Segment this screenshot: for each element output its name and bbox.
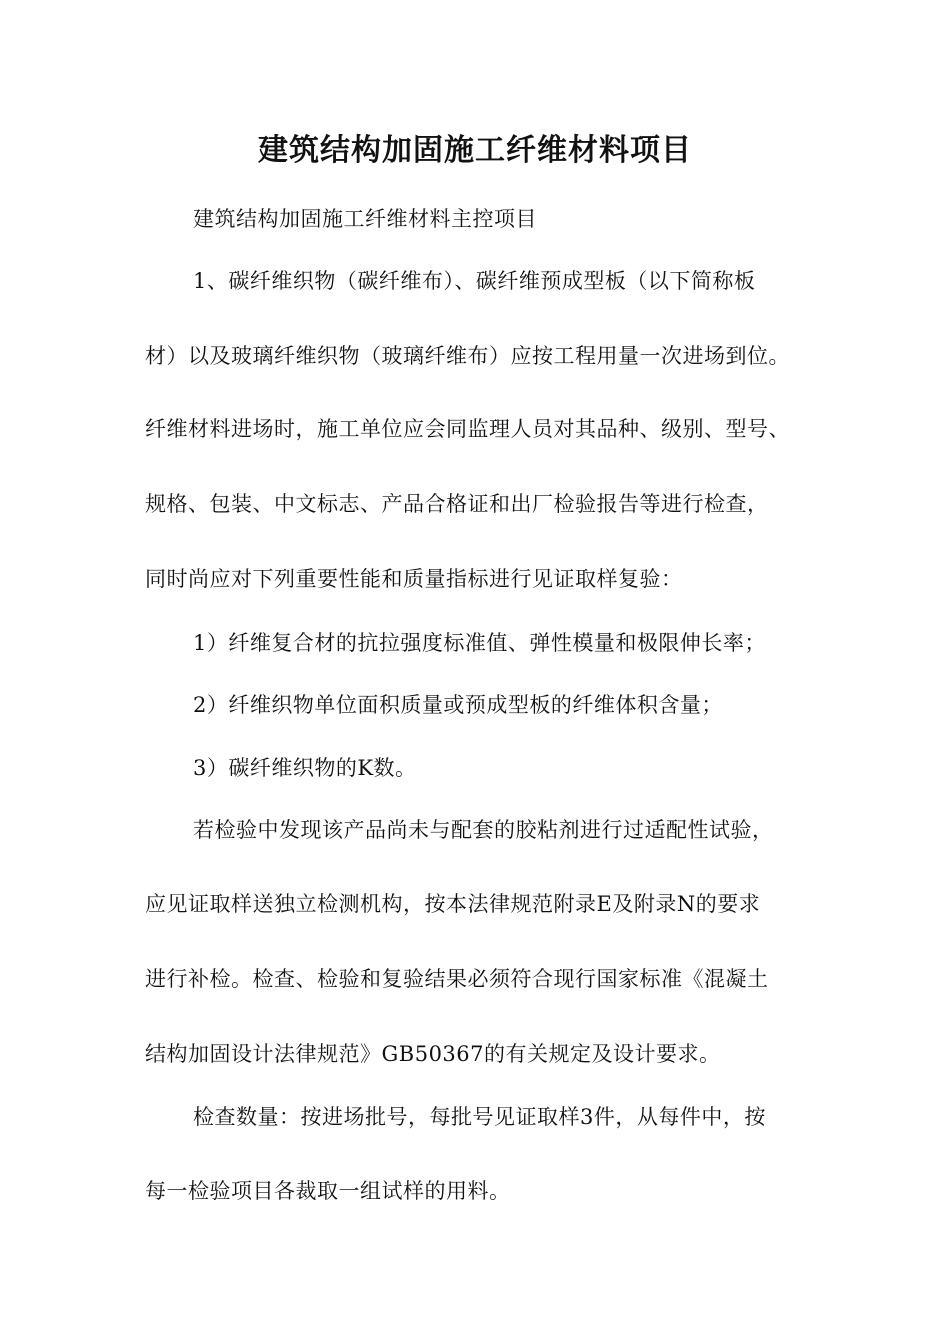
paragraph-line: 若检验中发现该产品尚未与配套的胶粘剂进行过适配性试验， [193, 818, 774, 842]
section-heading: 建筑结构加固施工纤维材料主控项目 [193, 207, 537, 231]
list-item: 1）纤维复合材的抗拉强度标准值、弹性模量和极限伸长率； [193, 631, 766, 655]
paragraph-line: 规格、包装、中文标志、产品合格证和出厂检验报告等进行检查， [145, 492, 769, 516]
paragraph-line: 结构加固设计法律规范》GB50367的有关规定及设计要求。 [145, 1042, 721, 1066]
paragraph-line: 材）以及玻璃纤维织物（玻璃纤维布）应按工程用量一次进场到位。 [145, 344, 790, 368]
paragraph-line: 纤维材料进场时，施工单位应会同监理人员对其品种、级别、型号、 [145, 417, 790, 441]
list-item: 2）纤维织物单位面积质量或预成型板的纤维体积含量； [193, 693, 723, 717]
paragraph-line: 1、碳纤维织物（碳纤维布）、碳纤维预成型板（以下简称板 [193, 269, 756, 293]
paragraph-line: 进行补检。检查、检验和复验结果必须符合现行国家标准《混凝土 [145, 967, 769, 991]
paragraph-line: 检查数量：按进场批号，每批号见证取样3件，从每件中，按 [193, 1105, 766, 1129]
paragraph-line: 每一检验项目各裁取一组试样的用料。 [145, 1179, 511, 1203]
paragraph-line: 同时尚应对下列重要性能和质量指标进行见证取样复验： [145, 567, 683, 591]
list-item: 3）碳纤维织物的K数。 [193, 756, 417, 780]
document-title: 建筑结构加固施工纤维材料项目 [258, 133, 692, 168]
paragraph-line: 应见证取样送独立检测机构，按本法律规范附录E及附录N的要求 [145, 892, 761, 916]
